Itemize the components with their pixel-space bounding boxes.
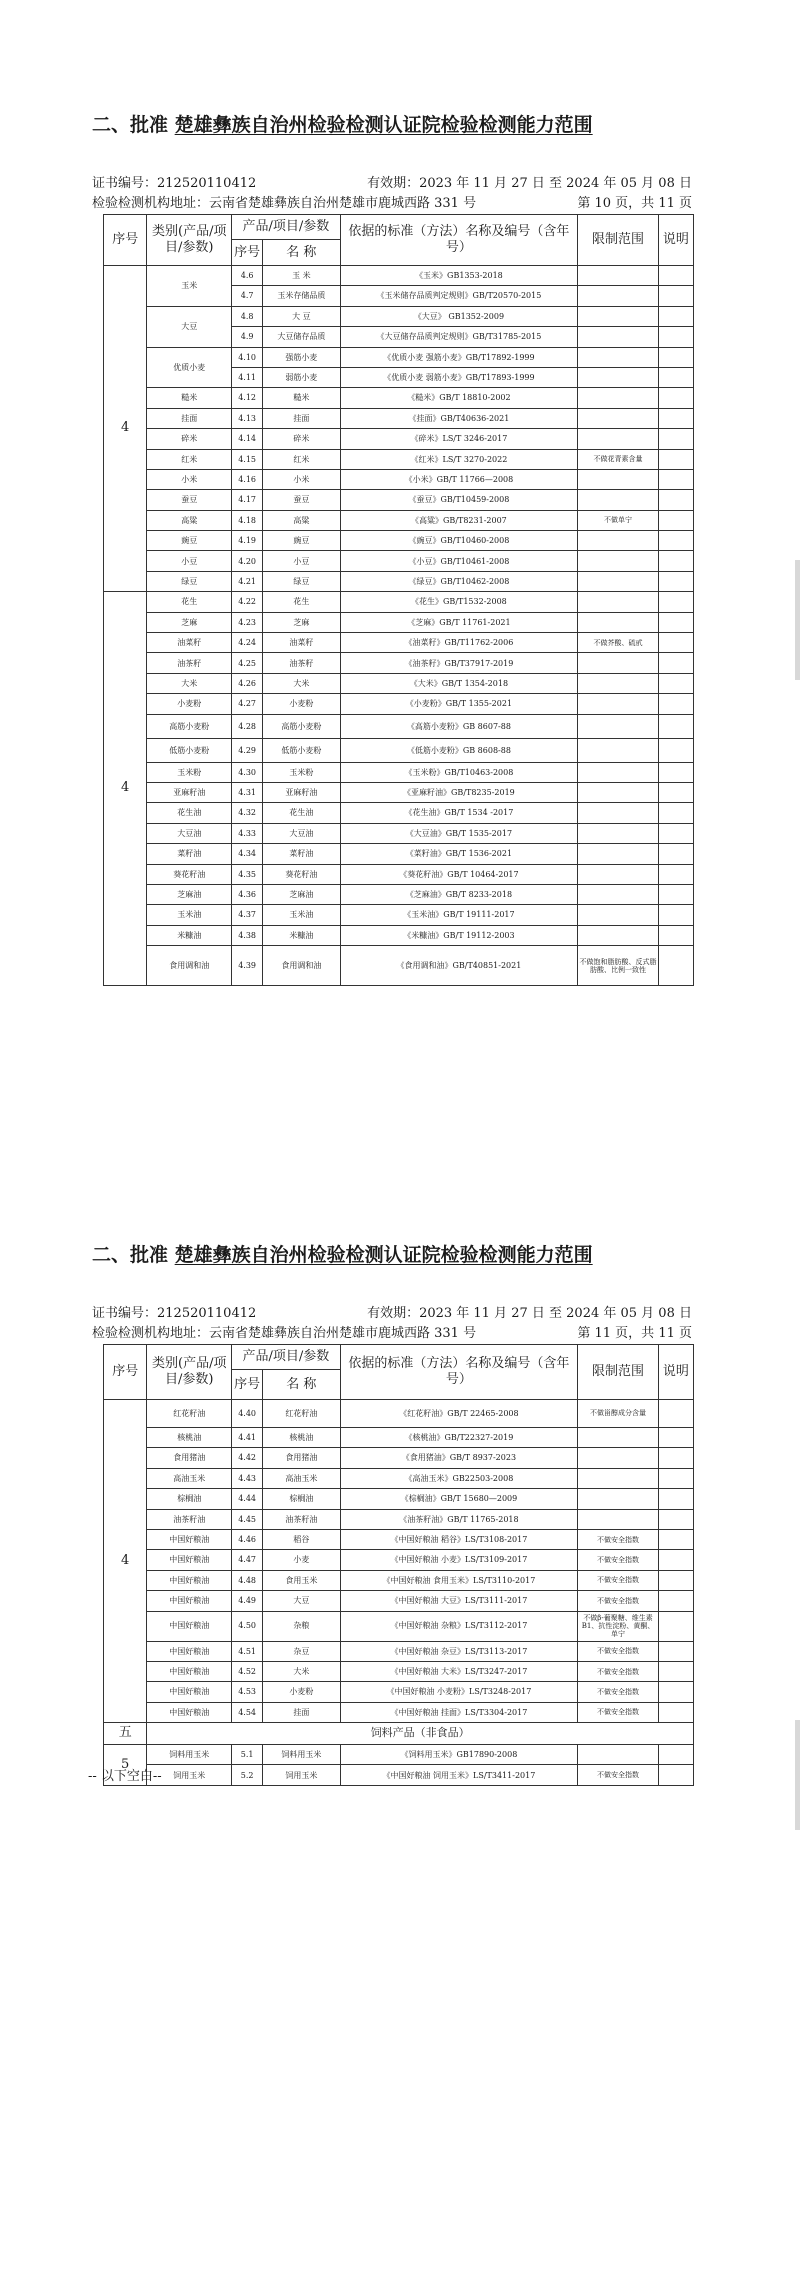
col-product-group: 产品/项目/参数 (232, 215, 340, 240)
table-row: 中国好粮油 4.51 杂豆 《中国好粮油 杂豆》LS/T3113-2017 不做安全指数 (104, 1641, 694, 1661)
table-row: 4 红花籽油 4.40 红花籽油 《红花籽油》GB/T 22465-2008 不做甾醇成分含量 (104, 1400, 694, 1428)
table-row: 小麦粉 4.27 小麦粉 《小麦粉》GB/T 1355-2021 (104, 694, 694, 714)
cert-line (92, 1302, 692, 1320)
validity-period: 有效期：2023 年 11 月 27 日 至 2024 年 05 月 08 日 (367, 1306, 692, 1321)
table-row: 中国好粮油 4.52 大米 《中国好粮油 大米》LS/T3247-2017 不做安全指数 (104, 1661, 694, 1681)
table-row: 米糠油 4.38 米糠油 《米糠油》GB/T 19112-2003 (104, 925, 694, 945)
col-standard: 依据的标准（方法）名称及编号（含年号） (340, 215, 578, 266)
table-row: 食用调和油 4.39 食用调和油 《食用调和油》GB/T40851-2021 不做饱和脂肪酸、反式脂肪酸、比例一致性 (104, 946, 694, 986)
table-row: 芝麻 4.23 芝麻 《芝麻》GB/T 11761-2021 (104, 612, 694, 632)
table-row: 中国好粮油 4.49 大豆 《中国好粮油 大豆》LS/T3111-2017 不做安全指数 (104, 1591, 694, 1611)
table-row: 中国好粮油 4.50 杂粮 《中国好粮油 杂粮》LS/T3112-2017 不做β-葡聚糖、维生素B1、抗性淀粉、黄酮、单宁 (104, 1611, 694, 1641)
org-address: 检验检测机构地址：云南省楚雄彝族自治州楚雄市鹿城西路 331 号 (92, 1326, 477, 1341)
address-line (92, 1322, 692, 1340)
col-standard: 依据的标准（方法）名称及编号（含年号） (340, 1345, 578, 1400)
col-sub-seq: 序号 (232, 240, 263, 266)
scan-edge-mark (795, 560, 800, 680)
table-row: 中国好粮油 4.47 小麦 《中国好粮油 小麦》LS/T3109-2017 不做安全指数 (104, 1550, 694, 1570)
table-row: 碎米 4.14 碎米 《碎米》LS/T 3246-2017 (104, 429, 694, 449)
table-row: 4.9 大豆储存品质 《大豆储存品质判定规则》GB/T31785-2015 (104, 327, 694, 347)
section-title: 二、批准 楚雄彝族自治州检验检测认证院检验检测能力范围 (92, 114, 593, 136)
table-row: 中国好粮油 4.54 挂面 《中国好粮油 挂面》LS/T3304-2017 不做安全指数 (104, 1702, 694, 1722)
table-row: 小米 4.16 小米 《小米》GB/T 11766—2008 (104, 469, 694, 489)
section-title: 二、批准 楚雄彝族自治州检验检测认证院检验检测能力范围 (92, 1244, 593, 1266)
col-name: 名 称 (263, 240, 341, 266)
table-row: 芝麻油 4.36 芝麻油 《芝麻油》GB/T 8233-2018 (104, 884, 694, 904)
table-row: 中国好粮油 4.46 稻谷 《中国好粮油 稻谷》LS/T3108-2017 不做安全指数 (104, 1529, 694, 1549)
cert-line (92, 172, 692, 190)
col-sub-seq: 序号 (232, 1370, 263, 1400)
page-number: 第 10 页，共 11 页 (577, 196, 692, 211)
table-row: 大豆油 4.33 大豆油 《大豆油》GB/T 1535-2017 (104, 823, 694, 843)
table-row: 4 玉米 4.6 玉 米 《玉米》GB1353-2018 (104, 266, 694, 286)
table-row: 高油玉米 4.43 高油玉米 《高油玉米》GB22503-2008 (104, 1468, 694, 1488)
table-row: 挂面 4.13 挂面 《挂面》GB/T40636-2021 (104, 408, 694, 428)
cert-number: 证书编号：212520110412 (92, 176, 257, 191)
table-row: 饲用玉米 5.2 饲用玉米 《中国好粮油 饲用玉米》LS/T3411-2017 不做安全指数 (104, 1765, 694, 1785)
col-limit: 限制范围 (578, 215, 659, 266)
page-number: 第 11 页，共 11 页 (577, 1326, 692, 1341)
table-row: 玉米粉 4.30 玉米粉 《玉米粉》GB/T10463-2008 (104, 762, 694, 782)
table-row: 5 饲料用玉米 5.1 饲料用玉米 《饲料用玉米》GB17890-2008 (104, 1745, 694, 1765)
table-row: 油茶籽油 4.45 油茶籽油 《油茶籽油》GB/T 11765-2018 (104, 1509, 694, 1529)
capability-table (103, 214, 694, 986)
end-note: -- 以下空白-- (88, 1769, 162, 1784)
col-limit: 限制范围 (578, 1345, 659, 1400)
table-row: 4.7 玉米存储品质 《玉米储存品质判定规则》GB/T20570-2015 (104, 286, 694, 306)
table-row: 核桃油 4.41 核桃油 《核桃油》GB/T22327-2019 (104, 1428, 694, 1448)
table-row: 低筋小麦粉 4.29 低筋小麦粉 《低筋小麦粉》GB 8608-88 (104, 738, 694, 762)
table-row: 高筋小麦粉 4.28 高筋小麦粉 《高筋小麦粉》GB 8607-88 (104, 714, 694, 738)
table-row: 大豆 4.8 大 豆 《大豆》 GB1352-2009 (104, 306, 694, 326)
col-seq: 序号 (104, 215, 147, 266)
section-five-title: 饲料产品（非食品） (147, 1723, 694, 1745)
address-line (92, 192, 692, 210)
table-row: 红米 4.15 红米 《红米》LS/T 3270-2022 不做花青素含量 (104, 449, 694, 469)
table-row: 优质小麦 4.10 强筋小麦 《优质小麦 强筋小麦》GB/T17892-1999 (104, 347, 694, 367)
validity-period: 有效期：2023 年 11 月 27 日 至 2024 年 05 月 08 日 (367, 176, 692, 191)
col-seq: 序号 (104, 1345, 147, 1400)
group-seq: 5 (104, 1745, 147, 1786)
col-category: 类别(产品/项目/参数) (147, 215, 232, 266)
group-seq: 4 (104, 266, 147, 592)
table-row: 中国好粮油 4.48 食用玉米 《中国好粮油 食用玉米》LS/T3110-2017 不做安全指数 (104, 1570, 694, 1590)
table-row: 菜籽油 4.34 菜籽油 《菜籽油》GB/T 1536-2021 (104, 844, 694, 864)
table-row: 大米 4.26 大米 《大米》GB/T 1354-2018 (104, 673, 694, 693)
group-seq: 4 (104, 592, 147, 986)
table-row: 豌豆 4.19 豌豆 《豌豆》GB/T10460-2008 (104, 531, 694, 551)
table-row: 糙米 4.12 糙米 《糙米》GB/T 18810-2002 (104, 388, 694, 408)
table-row: 4 花生 4.22 花生 《花生》GB/T1532-2008 (104, 592, 694, 612)
col-name: 名 称 (263, 1370, 341, 1400)
table-row: 食用猪油 4.42 食用猪油 《食用猪油》GB/T 8937-2023 (104, 1448, 694, 1468)
col-category: 类别(产品/项目/参数) (147, 1345, 232, 1400)
table-row: 蚕豆 4.17 蚕豆 《蚕豆》GB/T10459-2008 (104, 490, 694, 510)
table-row: 绿豆 4.21 绿豆 《绿豆》GB/T10462-2008 (104, 571, 694, 591)
table-row: 4.11 弱筋小麦 《优质小麦 弱筋小麦》GB/T17893-1999 (104, 367, 694, 387)
table-row: 葵花籽油 4.35 葵花籽油 《葵花籽油》GB/T 10464-2017 (104, 864, 694, 884)
col-note: 说明 (658, 1345, 693, 1400)
table-row: 小豆 4.20 小豆 《小豆》GB/T10461-2008 (104, 551, 694, 571)
table-row: 中国好粮油 4.53 小麦粉 《中国好粮油 小麦粉》LS/T3248-2017 不做安全指数 (104, 1682, 694, 1702)
scan-edge-mark (795, 1720, 800, 1830)
table-row: 油菜籽 4.24 油菜籽 《油菜籽》GB/T11762-2006 不做芥酸、硫甙 (104, 633, 694, 653)
table-row: 高粱 4.18 高粱 《高粱》GB/T8231-2007 不做单宁 (104, 510, 694, 530)
table-row: 棕榈油 4.44 棕榈油 《棕榈油》GB/T 15680—2009 (104, 1489, 694, 1509)
col-note: 说明 (658, 215, 693, 266)
capability-table (103, 1344, 694, 1786)
col-product-group: 产品/项目/参数 (232, 1345, 340, 1370)
org-address: 检验检测机构地址：云南省楚雄彝族自治州楚雄市鹿城西路 331 号 (92, 196, 477, 211)
table-row: 花生油 4.32 花生油 《花生油》GB/T 1534 -2017 (104, 803, 694, 823)
table-row: 油茶籽 4.25 油茶籽 《油茶籽》GB/T37917-2019 (104, 653, 694, 673)
table-row: 玉米油 4.37 玉米油 《玉米油》GB/T 19111-2017 (104, 905, 694, 925)
group-seq: 4 (104, 1400, 147, 1723)
cert-number: 证书编号：212520110412 (92, 1306, 257, 1321)
table-row: 亚麻籽油 4.31 亚麻籽油 《亚麻籽油》GB/T8235-2019 (104, 782, 694, 802)
section-five-row: 五 饲料产品（非食品） (104, 1723, 694, 1745)
